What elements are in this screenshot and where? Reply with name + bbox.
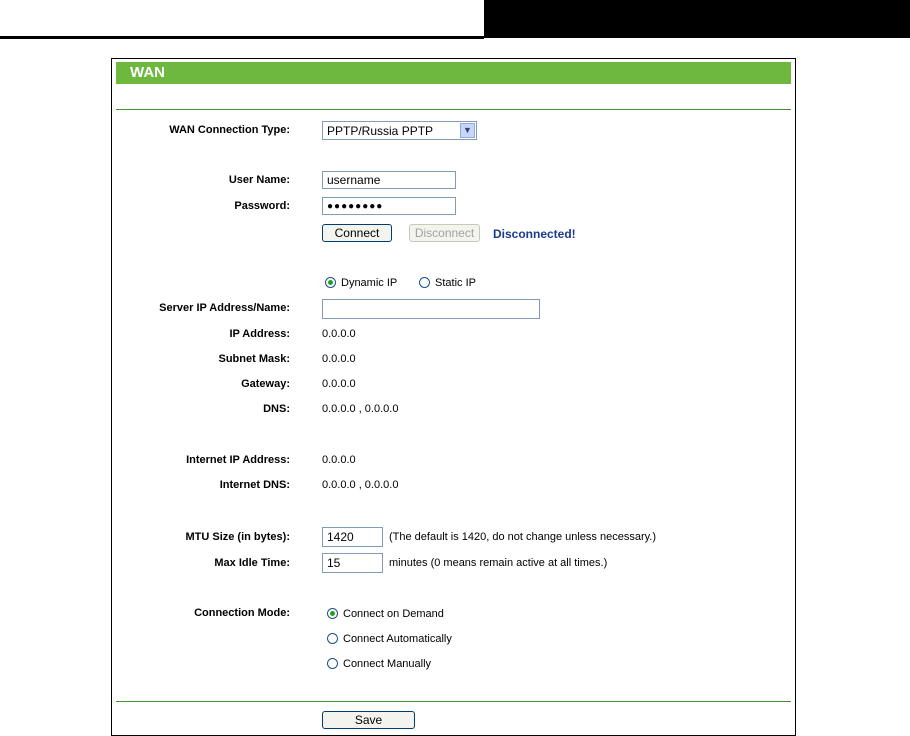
radio-unselected-icon xyxy=(327,658,338,669)
radio-unselected-icon xyxy=(419,277,430,288)
disconnect-button[interactable]: Disconnect xyxy=(409,224,480,242)
gateway-label: Gateway: xyxy=(241,378,290,390)
username-label: User Name: xyxy=(228,174,290,186)
connection-mode-label: Connection Mode: xyxy=(194,607,290,619)
password-label: Password: xyxy=(234,200,290,212)
header-rule xyxy=(0,36,484,39)
header-black-bar xyxy=(484,0,910,38)
connect-manually-label: Connect Manually xyxy=(343,658,432,670)
wan-panel xyxy=(111,58,796,736)
username-input[interactable] xyxy=(322,171,456,189)
server-label: Server IP Address/Name: xyxy=(159,302,290,314)
connect-on-demand-label: Connect on Demand xyxy=(343,608,444,620)
panel-title-bar xyxy=(116,62,791,84)
save-button[interactable]: Save xyxy=(322,711,415,729)
connection-type-value: PPTP/Russia PPTP xyxy=(327,124,434,138)
internet-ip-value: 0.0.0.0 xyxy=(322,454,356,466)
connection-type-select[interactable] xyxy=(322,121,477,140)
ip-address-label: IP Address: xyxy=(229,328,290,340)
static-ip-label: Static IP xyxy=(435,277,476,289)
mtu-label: MTU Size (in bytes): xyxy=(185,531,290,543)
connection-status: Disconnected! xyxy=(493,227,576,241)
ip-address-value: 0.0.0.0 xyxy=(322,328,356,340)
connect-automatically-radio[interactable] xyxy=(327,633,452,645)
radio-selected-icon xyxy=(325,277,336,288)
server-input[interactable] xyxy=(322,299,540,319)
gateway-value: 0.0.0.0 xyxy=(322,378,356,390)
internet-dns-value: 0.0.0.0 , 0.0.0.0 xyxy=(322,479,399,491)
connect-automatically-label: Connect Automatically xyxy=(343,633,452,645)
connect-manually-radio[interactable] xyxy=(327,658,431,670)
max-idle-input[interactable] xyxy=(322,553,383,573)
subnet-mask-label: Subnet Mask: xyxy=(218,353,290,365)
mtu-input[interactable] xyxy=(322,527,383,547)
dns-label: DNS: xyxy=(263,403,290,415)
dynamic-ip-label: Dynamic IP xyxy=(341,277,398,289)
connect-button[interactable]: Connect xyxy=(322,224,392,242)
subnet-mask-value: 0.0.0.0 xyxy=(322,353,356,365)
bottom-divider xyxy=(116,701,791,702)
radio-selected-icon xyxy=(327,608,338,619)
connection-type-label: WAN Connection Type: xyxy=(169,124,290,136)
internet-ip-label: Internet IP Address: xyxy=(186,454,290,466)
internet-dns-label: Internet DNS: xyxy=(219,479,290,491)
mtu-hint: (The default is 1420, do not change unless necessary.) xyxy=(389,531,657,543)
max-idle-label: Max Idle Time: xyxy=(214,557,290,569)
password-input[interactable] xyxy=(322,197,456,215)
dns-value: 0.0.0.0 , 0.0.0.0 xyxy=(322,403,399,415)
static-ip-radio[interactable] xyxy=(419,277,476,289)
page-title: WAN xyxy=(130,64,165,81)
connect-on-demand-radio[interactable] xyxy=(327,608,444,620)
dynamic-ip-radio[interactable] xyxy=(325,277,397,289)
top-divider xyxy=(116,109,791,110)
max-idle-hint: minutes (0 means remain active at all times.) xyxy=(389,557,608,569)
radio-unselected-icon xyxy=(327,633,338,644)
chevron-down-icon[interactable]: ▼ xyxy=(460,123,475,138)
